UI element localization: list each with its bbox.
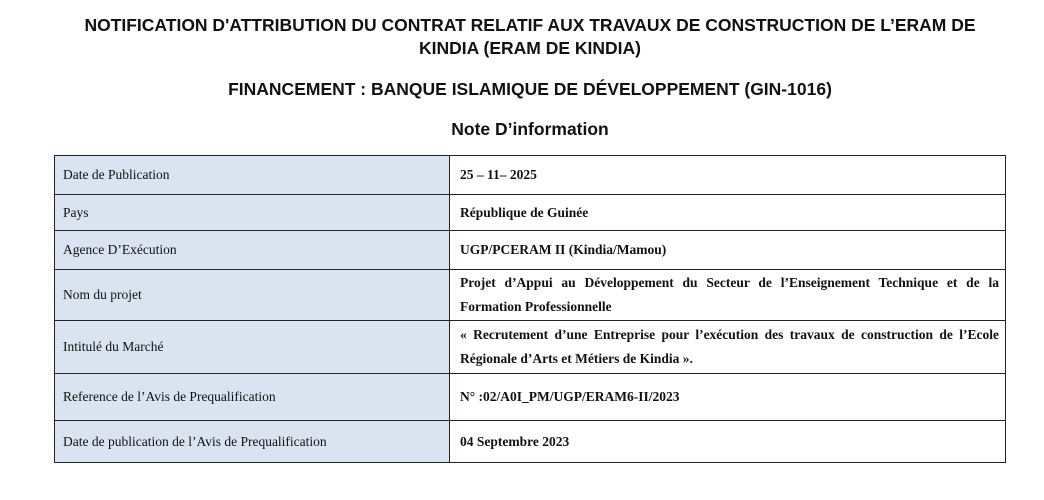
information-table xyxy=(54,155,1006,463)
row-value: 25 – 11– 2025 xyxy=(450,156,1006,195)
financing-heading: FINANCEMENT : BANQUE ISLAMIQUE DE DÉVELOPPEMENT (GIN-1016) xyxy=(228,79,832,99)
row-value: 04 Septembre 2023 xyxy=(450,421,1006,463)
row-label: Pays xyxy=(55,195,450,231)
row-label: Reference de l’Avis de Prequalification xyxy=(55,374,450,421)
row-value: « Recrutement d’une Entreprise pour l’exécution des travaux de construction de l’Ecole Régionale d’Arts et Métiers de Kindia ». xyxy=(450,321,1006,374)
row-label: Date de publication de l’Avis de Prequalification xyxy=(55,421,450,463)
table-row-publication-date xyxy=(55,156,1006,195)
table-row-contract-title xyxy=(55,321,1006,374)
table-row-executing-agency xyxy=(55,231,1006,270)
row-label: Agence D’Exécution xyxy=(55,231,450,270)
row-label: Nom du projet xyxy=(55,270,450,321)
table-row-project-name xyxy=(55,270,1006,321)
row-label: Intitulé du Marché xyxy=(55,321,450,374)
table-row-notice-reference xyxy=(55,374,1006,421)
row-value: UGP/PCERAM II (Kindia/Mamou) xyxy=(450,231,1006,270)
document-title: NOTIFICATION D'ATTRIBUTION DU CONTRAT RELATIF AUX TRAVAUX DE CONSTRUCTION DE L’ERAM DE KINDIA (ERAM DE KINDIA) xyxy=(84,15,976,58)
table-row-notice-date xyxy=(55,421,1006,463)
row-value: Projet d’Appui au Développement du Secteur de l’Enseignement Technique et de la Formation Professionnelle xyxy=(450,270,1006,321)
row-value: N° :02/A0I_PM/UGP/ERAM6-II/2023 xyxy=(450,374,1006,421)
row-value: République de Guinée xyxy=(450,195,1006,231)
note-heading: Note D’information xyxy=(451,119,609,139)
table-row-country xyxy=(55,195,1006,231)
row-label: Date de Publication xyxy=(55,156,450,195)
